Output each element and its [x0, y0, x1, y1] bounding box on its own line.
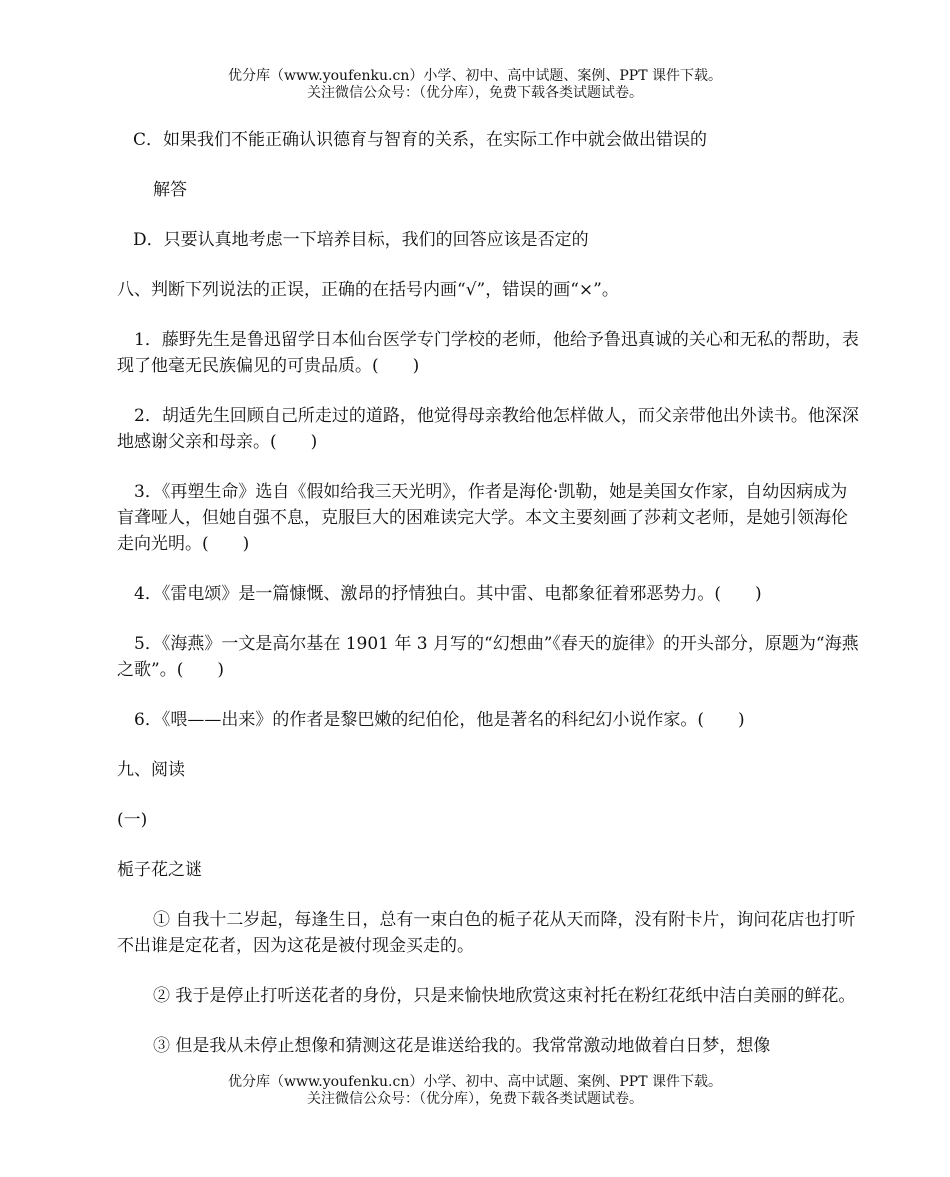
page-header [0, 68, 950, 102]
section9-sub: (一) [117, 810, 148, 830]
judgement-item-4: 4．《雷电颂》是一篇慷慨、激昂的抒情独白。其中雷、电都象征着邪恶势力。( ) [134, 584, 762, 604]
section9-title: 九、阅读 [117, 760, 185, 780]
option-c-line1: C．如果我们不能正确认识德育与智育的关系，在实际工作中就会做出错误的 [133, 130, 708, 150]
judgement-item-5: 5．《海燕》一文是高尔基在 1901 年 3 月写的“幻想曲”《春天的旋律》的开头部分，原题为“海燕之歌”。( ) [117, 634, 859, 680]
article-title: 栀子花之谜 [117, 860, 202, 880]
judgement-item-3: 3．《再塑生命》选自《假如给我三天光明》，作者是海伦·凯勒，她是美国女作家，自幼因病成为盲聋哑人，但她自强不息，克服巨大的困难读完大学。本文主要刻画了莎莉文老师，是她引领海伦走向光明。( ) [117, 482, 848, 554]
header-line-1: 优分库（www.youfenku.cn）小学、初中、高中试题、案例、PPT 课件下载。 [227, 68, 722, 84]
judgement-item-1: 1．藤野先生是鲁迅留学日本仙台医学专门学校的老师，他给予鲁迅真诚的关心和无私的帮助，表现了他毫无民族偏见的可贵品质。( ) [117, 330, 859, 376]
document-body [117, 127, 859, 1059]
page-footer [0, 1074, 950, 1108]
option-c-line2: 解答 [153, 180, 187, 200]
judgement-item-6: 6．《喂——出来》的作者是黎巴嫩的纪伯伦，他是著名的科纪幻小说作家。( ) [134, 710, 745, 730]
header-line-2: 关注微信公众号：（优分库），免费下载各类试题试卷。 [307, 85, 643, 101]
option-d: D．只要认真地考虑一下培养目标，我们的回答应该是否定的 [133, 230, 589, 250]
judgement-item-2: 2．胡适先生回顾自己所走过的道路，他觉得母亲教给他怎样做人，而父亲带他出外读书。他深深地感谢父亲和母亲。( ) [117, 406, 859, 452]
footer-line-1: 优分库（www.youfenku.cn）小学、初中、高中试题、案例、PPT 课件下载。 [227, 1074, 722, 1090]
article-paragraph-1: ① 自我十二岁起，每逢生日，总有一束白色的栀子花从天而降，没有附卡片，询问花店也打听不出谁是定花者，因为这花是被付现金买走的。 [117, 910, 856, 956]
article-paragraph-3: ③ 但是我从未停止想像和猜测这花是谁送给我的。我常常激动地做着白日梦，想像 [153, 1036, 771, 1056]
section8-title: 八、判断下列说法的正误，正确的在括号内画“√”，错误的画“×”。 [117, 280, 619, 300]
footer-line-2: 关注微信公众号：（优分库），免费下载各类试题试卷。 [307, 1091, 643, 1107]
article-paragraph-2: ② 我于是停止打听送花者的身份，只是来愉快地欣赏这束衬托在粉红花纸中洁白美丽的鲜花。 [153, 986, 856, 1006]
